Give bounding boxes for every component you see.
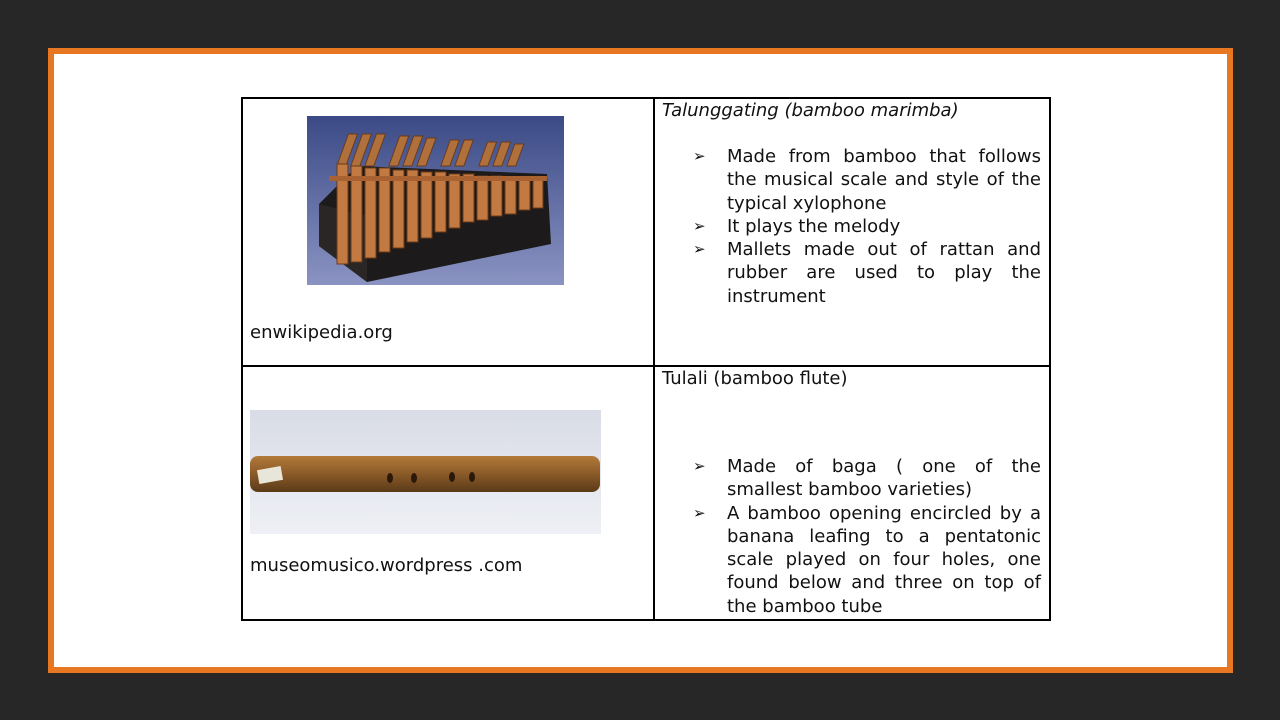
list-item: ➢ It plays the melody: [693, 215, 901, 237]
table-bottom-border: [241, 619, 1051, 621]
list-item: ➢ Mallets made out of rattan and rubber are used to play the instrument: [693, 239, 1041, 307]
instrument-title: Talunggating (bamboo marimba): [662, 100, 959, 121]
flute-photo: [250, 410, 601, 534]
marimba-photo-icon: [307, 116, 564, 285]
table-right-border: [1049, 97, 1051, 621]
arrowhead-bullet-icon: ➢: [693, 216, 706, 235]
image-source-caption: museomusico.wordpress .com: [250, 555, 523, 576]
instrument-description-list: [693, 455, 1041, 618]
instrument-title: Tulali (bamboo flute): [662, 368, 848, 389]
instrument-table: [241, 97, 1051, 622]
flute-photo-icon: [250, 410, 601, 534]
marimba-photo: [307, 116, 564, 285]
slide: [48, 48, 1233, 673]
arrowhead-bullet-icon: ➢: [693, 147, 706, 165]
arrowhead-bullet-icon: ➢: [693, 503, 706, 522]
list-item: ➢ A bamboo opening encircled by a banana leafing to a pentatonic scale played on four holes, one found below and three on top of the bamboo tube: [693, 502, 1041, 617]
table-top-border: [241, 97, 1051, 99]
table-column-divider: [653, 97, 655, 621]
image-source-caption: enwikipedia.org: [250, 322, 393, 343]
table-left-border: [241, 97, 243, 621]
list-item: ➢ Made of baga ( one of the smallest bamboo varieties): [693, 456, 1041, 501]
list-item: ➢ Made from bamboo that follows the musical scale and style of the typical xylophone: [693, 146, 1041, 214]
arrowhead-bullet-icon: ➢: [693, 457, 706, 475]
arrowhead-bullet-icon: ➢: [693, 240, 706, 259]
table-row-divider: [241, 365, 1051, 367]
instrument-description-list: [693, 145, 1041, 308]
